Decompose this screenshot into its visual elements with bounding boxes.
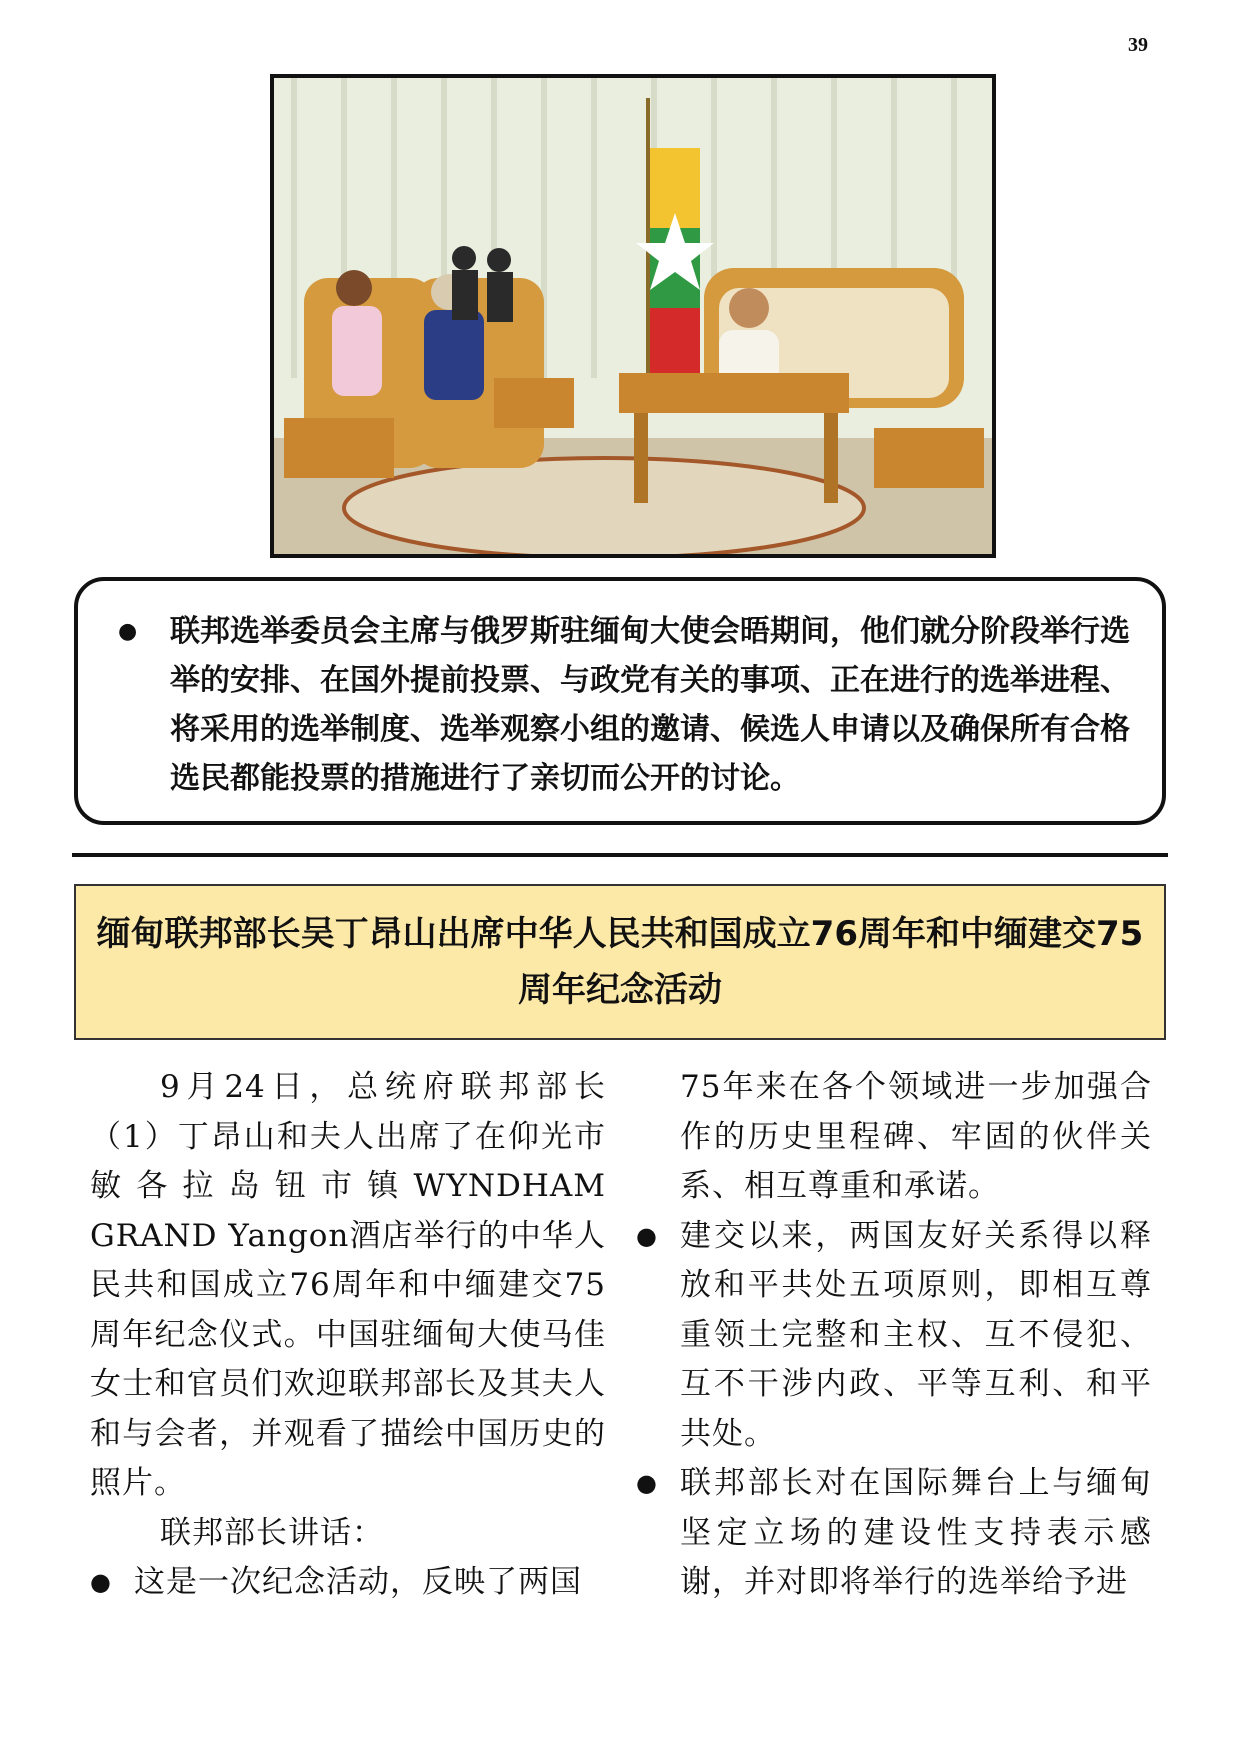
article-title: 缅甸联邦部长吴丁昂山出席中华人民共和国成立76周年和中缅建交75周年纪念活动 (74, 884, 1166, 1040)
bullet-text: 建交以来，两国友好关系得以释放和平共处五项原则，即相互尊重领土完整和主权、互不侵犯、互不干涉内政、平等互利、和平共处。 (680, 1217, 1152, 1452)
section-divider (72, 853, 1168, 857)
bullet-icon: ● (118, 619, 138, 644)
list-item-continued (636, 1063, 1152, 1212)
bullet-text: 75年来在各个领域进一步加强合作的历史里程碑、牢固的伙伴关系、相互尊重和承诺。 (680, 1069, 1152, 1204)
page-number: 39 (1128, 34, 1148, 56)
list-item (636, 1212, 1152, 1460)
speech-heading: 联邦部长讲话： (160, 1514, 384, 1551)
bullet-icon: ● (636, 1221, 658, 1250)
caption-item (118, 607, 1142, 803)
caption-text: 联邦选举委员会主席与俄罗斯驻缅甸大使会晤期间，他们就分阶段举行选举的安排、在国外提前投票、与政党有关的事项、正在进行的选举进程、将采用的选举制度、选举观察小组的邀请、候选人申请以及确保所有合格选民都能投票的措施进行了亲切而公开的讨论。 (170, 614, 1130, 796)
list-item (636, 1459, 1152, 1608)
caption-box (74, 577, 1166, 825)
list-item (90, 1558, 606, 1608)
article-column-right (636, 1063, 1152, 1608)
meeting-photo-icon (274, 78, 992, 554)
bullet-text: 这是一次纪念活动，反映了两国 (134, 1564, 582, 1600)
bullet-icon: ● (90, 1568, 112, 1596)
article-column-left (90, 1063, 606, 1608)
article-intro: 9月24日，总统府联邦部长（1）丁昂山和夫人出席了在仰光市敏各拉岛钮市镇WYNDHAM GRAND Yangon酒店举行的中华人民共和国成立76周年和中缅建交75周年纪念仪式。中国驻缅甸大使马佳女士和官员们欢迎联邦部长及其夫人和与会者，并观看了描绘中国历史的照片。 (90, 1069, 606, 1501)
bullet-text: 联邦部长对在国际舞台上与缅甸坚定立场的建设性支持表示感谢，并对即将举行的选举给予进 (680, 1465, 1152, 1600)
meeting-photo (270, 74, 996, 558)
bullet-icon: ● (636, 1469, 658, 1497)
